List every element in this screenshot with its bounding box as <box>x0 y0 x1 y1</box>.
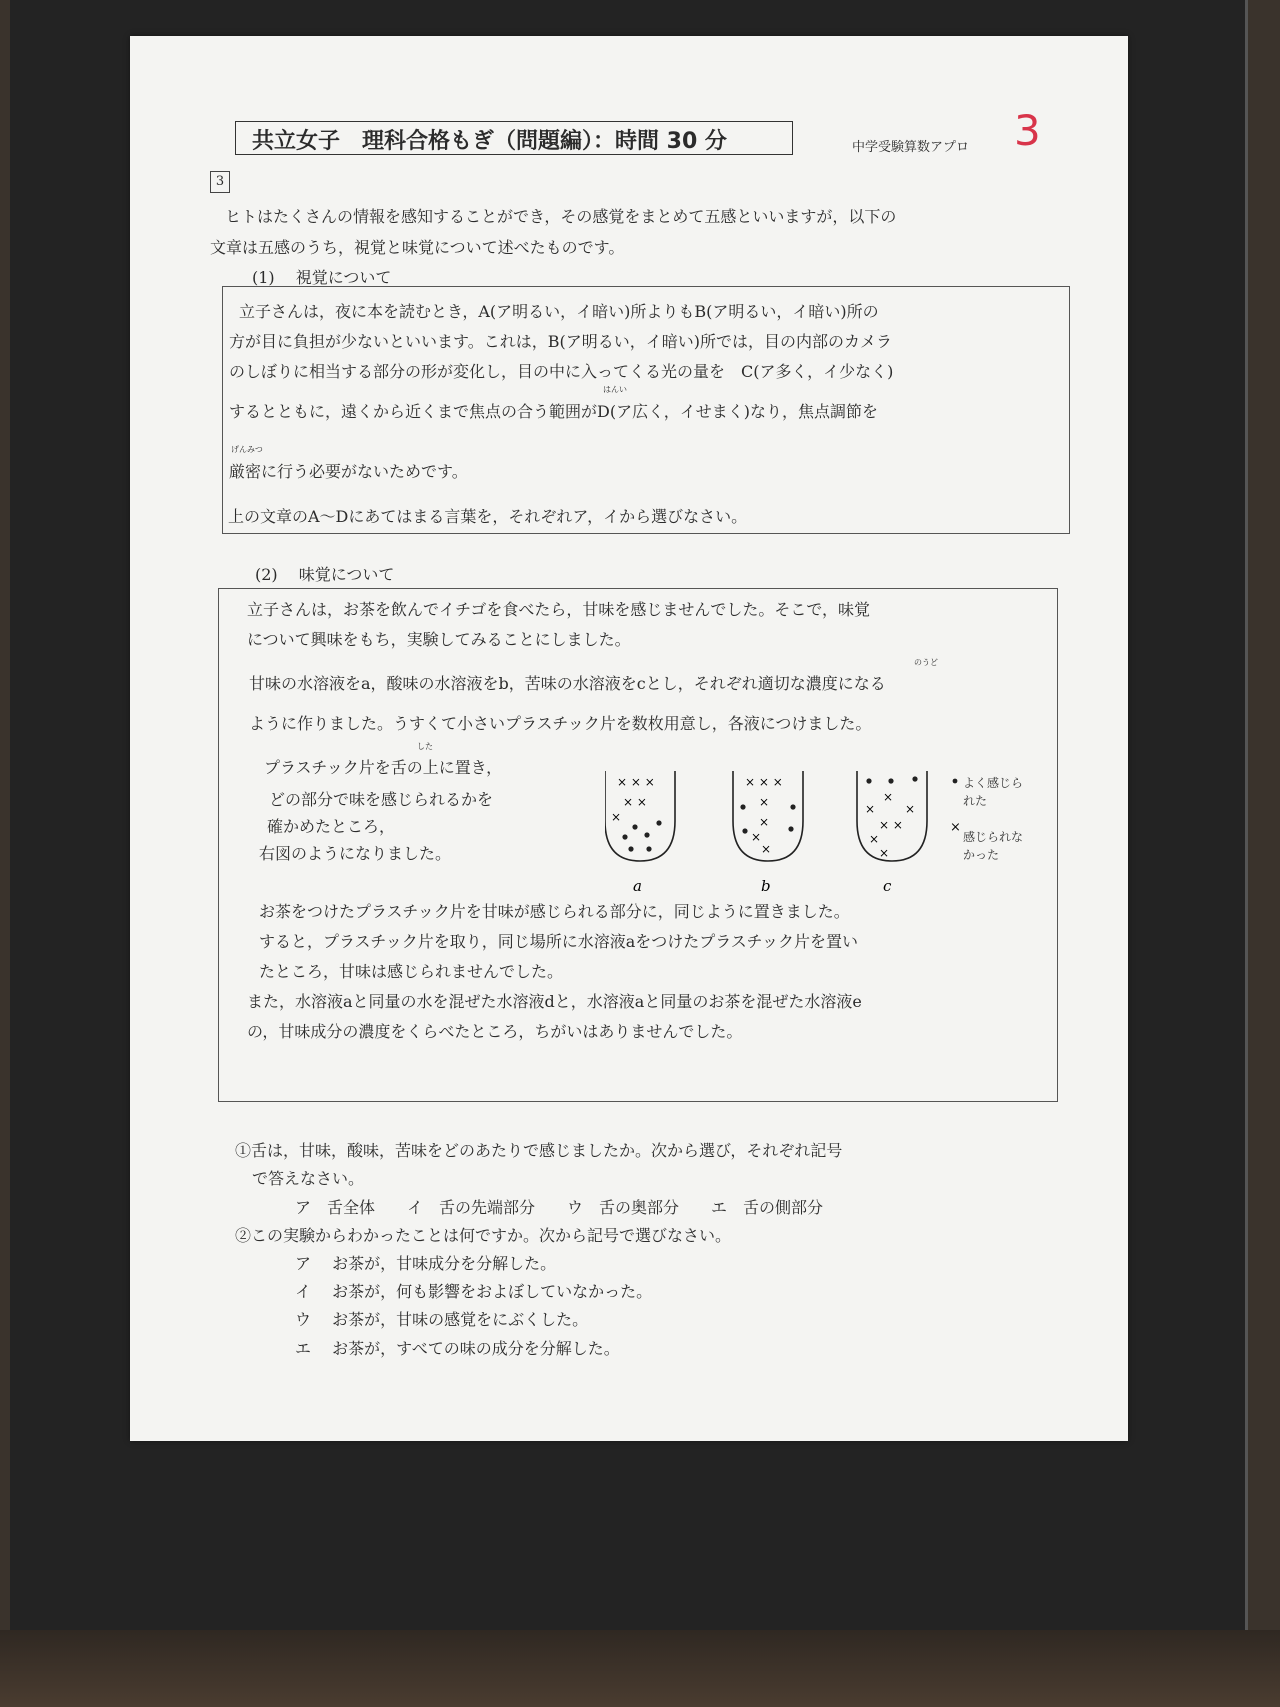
intro-line-2: 文章は五感のうち，視覚と味覚について述べたものです。 <box>210 238 625 257</box>
svg-text:×: × <box>759 815 770 829</box>
page-number: 3 <box>1014 106 1041 155</box>
section2-line-d2: すると，プラスチック片を取り，同じ場所に水溶液aをつけたプラスチック片を置い <box>259 932 858 951</box>
section1-line-2: 方が目に負担が少ないといいます。これは，B(ア明るい，イ暗い)所では，目の内部のカメラ <box>229 332 892 351</box>
svg-text:× ×: × × <box>623 795 647 809</box>
question2-option-e: エ お茶が，すべての味の成分を分解した。 <box>295 1339 620 1358</box>
svg-text:×: × <box>611 810 622 824</box>
section2-line-d3: たところ，甘味は感じられませんでした。 <box>259 962 564 981</box>
question2-option-i: イ お茶が，何も影響をおよぼしていなかった。 <box>295 1282 653 1301</box>
question1-line-2: で答えなさい。 <box>252 1169 365 1188</box>
wooden-floor <box>0 1630 1280 1707</box>
svg-text:×: × <box>751 830 762 844</box>
section2-line-d5: の，甘味成分の濃度をくらべたところ，ちがいはありませんでした。 <box>247 1022 743 1041</box>
legend-not-felt-text: 感じられなかった <box>963 830 1024 862</box>
section1-line-3: のしぼりに相当する部分の形が変化し，目の中に入ってくる光の量を C(ア多く，イ少なく) <box>229 362 894 381</box>
ruby-genmitsu: げんみつ <box>231 445 263 454</box>
question-number: 3 <box>210 171 230 193</box>
exam-sheet <box>130 36 1128 1441</box>
ruby-hani: はんい <box>603 385 627 394</box>
ruby-noudo: のうど <box>914 658 938 667</box>
svg-text:×: × <box>950 820 961 835</box>
tongue-diagram-b <box>733 771 803 891</box>
section2-line-a1: 立子さんは，お茶を飲んでイチゴを食べたら，甘味を感じませんでした。そこで，味覚 <box>247 600 871 619</box>
section1-line-4: するとともに，遠くから近くまで焦点の合う範囲がD(ア広く，イせまく)なり，焦点調節を <box>229 402 878 421</box>
section2-line-c1: プラスチック片を舌の上に置き， <box>264 758 503 777</box>
svg-text:× ×: × × <box>879 818 903 832</box>
svg-text:×: × <box>905 802 916 816</box>
diagram-label-b: b <box>761 877 771 891</box>
question2-option-u: ウ お茶が，甘味の感覚をにぶくした。 <box>295 1310 589 1329</box>
section2-line-d4: また，水溶液aと同量の水を混ぜた水溶液dと，水溶液aと同量のお茶を混ぜた水溶液e <box>247 992 862 1011</box>
section2-line-d1: お茶をつけたプラスチック片を甘味が感じられる部分に，同じように置きました。 <box>259 902 850 921</box>
svg-text:×: × <box>883 790 894 804</box>
question1-line-1: ①舌は，甘味，酸味，苦味をどのあたりで感じましたか。次から選び，それぞれ記号 <box>235 1141 843 1160</box>
section1-box <box>222 286 1070 534</box>
question1-options: ア 舌全体 イ 舌の先端部分 ウ 舌の奥部分 エ 舌の側部分 <box>295 1198 824 1217</box>
section1-line-1: 立子さんは，夜に本を読むとき，A(ア明るい，イ暗い)所よりもB(ア明るい，イ暗い)所の <box>239 302 879 321</box>
section2-line-c4: 右図のようになりました。 <box>259 844 452 863</box>
brand-label: 中学受験算数アプロ <box>852 140 970 155</box>
section2-line-b2: ように作りました。うすくて小さいプラスチック片を数枚用意し，各液につけました。 <box>249 714 872 733</box>
section1-line-5: 厳密に行う必要がないためです。 <box>229 462 468 481</box>
exam-title: 共立女子 理科合格もぎ（問題編）：時間 30 分 <box>235 121 793 155</box>
svg-text:× × ×: × × × <box>617 775 655 789</box>
ruby-shita: した <box>417 742 433 751</box>
section2-line-c2: どの部分で味を感じられるかを <box>269 790 494 809</box>
diagram-label-c: c <box>883 877 892 891</box>
tongue-diagram-c <box>857 771 927 891</box>
section2-line-a2: について興味をもち，実験してみることにしました。 <box>247 630 631 649</box>
question2-line: ②この実験からわかったことは何ですか。次から記号で選びなさい。 <box>235 1226 732 1245</box>
question2-option-a: ア お茶が，甘味成分を分解した。 <box>295 1254 557 1273</box>
svg-text:×: × <box>761 842 772 856</box>
svg-text:×: × <box>869 832 880 846</box>
section2-heading: (2) 味覚について <box>255 565 395 584</box>
diagram-legend <box>950 779 961 835</box>
intro-line-1: ヒトはたくさんの情報を感知することができ，その感覚をまとめて五感といいますが，以下の <box>225 207 897 226</box>
svg-text:×: × <box>879 846 890 860</box>
diagram-label-a: a <box>633 877 642 891</box>
svg-text:× × ×: × × × <box>745 775 783 789</box>
section2-line-c3: 確かめたところ， <box>267 817 396 836</box>
svg-text:×: × <box>759 795 770 809</box>
tongue-diagram-a <box>605 771 675 891</box>
section1-heading: (1) 視覚について <box>252 268 392 287</box>
legend-felt-text: よく感じられた <box>963 776 1024 808</box>
svg-text:×: × <box>865 802 876 816</box>
section1-instruction: 上の文章のA～Dにあてはまる言葉を，それぞれア，イから選びなさい。 <box>228 507 748 526</box>
section2-line-b1: 甘味の水溶液をa，酸味の水溶液をb，苦味の水溶液をcとし，それぞれ適切な濃度になる <box>249 674 886 693</box>
